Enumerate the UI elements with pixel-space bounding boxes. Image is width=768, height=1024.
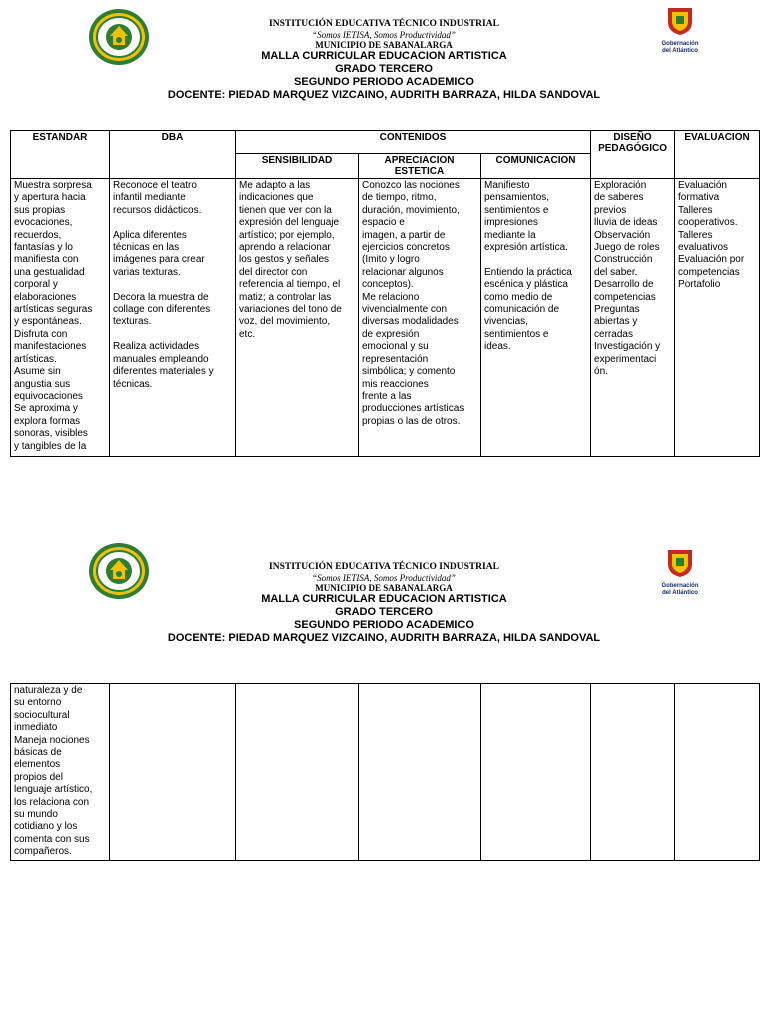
header-contenidos: CONTENIDOS (236, 131, 591, 154)
grade: GRADO TERCERO (335, 606, 433, 618)
header-estandar: ESTANDAR (11, 131, 110, 179)
curriculum-table-page-2 (10, 683, 760, 861)
cell-evaluacion (675, 684, 760, 861)
cell-apreciacion-estetica (359, 684, 481, 861)
cell-apreciacion-estetica: Conozco las nociones de tiempo, ritmo, duración, movimiento, espacio e imagen, a partir de ejercicios concretos (Imito y logro relacionar algunos conceptos). Me relaciono vivencialmente con diversas modalidades de expresión emocional y su representación simbólica; y comento mis reacciones frente a las producciones artísticas propias o las de otros. (359, 179, 481, 457)
gobernacion-text: Gobernación del Atlántico (661, 583, 699, 596)
document-title: MALLA CURRICULAR EDUCACION ARTISTICA (261, 50, 507, 62)
page-header (0, 19, 768, 102)
header-sensibilidad: SENSIBILIDAD (236, 154, 359, 179)
motto: “Somos IETISA, Somos Productividad” (312, 30, 456, 40)
grade: GRADO TERCERO (335, 63, 433, 75)
cell-dba: Reconoce el teatro infantil mediante recursos didácticos. Aplica diferentes técnicas en las imágenes para crear varias texturas. Decora la muestra de collage con diferentes texturas. Realiza actividades manuales empleando diferentes materiales y técnicas. (110, 179, 236, 457)
teachers: DOCENTE: PIEDAD MARQUEZ VIZCAINO, AUDRITH BARRAZA, HILDA SANDOVAL (167, 632, 601, 644)
header-dba: DBA (110, 131, 236, 179)
cell-estandar: naturaleza y de su entorno sociocultural inmediato Maneja nociones básicas de elementos propios del lenguaje artístico, los relaciona con su mundo cotidiano y los comenta con sus compañeros. (11, 684, 110, 861)
teachers: DOCENTE: PIEDAD MARQUEZ VIZCAINO, AUDRITH BARRAZA, HILDA SANDOVAL (167, 89, 601, 101)
institution-name: INSTITUCIÓN EDUCATIVA TÉCNICO INDUSTRIAL (269, 562, 499, 572)
header-apreciacion-estetica: APRECIACION ESTETICA (359, 154, 481, 179)
cell-dba (110, 684, 236, 861)
period: SEGUNDO PERIODO ACADEMICO (294, 619, 474, 631)
header-evaluacion: EVALUACION (675, 131, 760, 179)
cell-comunicacion: Manifiesto pensamientos, sentimientos e impresiones mediante la expresión artística. Entiendo la práctica escénica y plástica como medio de comunicación de vivencias, sentimientos e ideas. (481, 179, 591, 457)
page-header (0, 562, 768, 645)
cell-estandar: Muestra sorpresa y apertura hacia sus propias evocaciones, recuerdos, fantasías y lo manifiesta con una gestualidad corporal y elaboraciones artísticas seguras y espontáneas. Disfruta con manifestaciones artísticas. Asume sin angustia sus equivocaciones Se aproxima y explora formas sonoras, visibles y tangibles de la (11, 179, 110, 457)
cell-diseno-pedagogico (591, 684, 675, 861)
header-comunicacion: COMUNICACION (481, 154, 591, 179)
motto: “Somos IETISA, Somos Productividad” (312, 573, 456, 583)
municipality: MUNICIPIO DE SABANALARGA (315, 583, 453, 593)
period: SEGUNDO PERIODO ACADEMICO (294, 76, 474, 88)
institution-name: INSTITUCIÓN EDUCATIVA TÉCNICO INDUSTRIAL (269, 19, 499, 29)
cell-comunicacion (481, 684, 591, 861)
header-diseno-pedagogico: DISEÑO PEDAGÓGICO (591, 131, 675, 179)
cell-sensibilidad: Me adapto a las indicaciones que tienen que ver con la expresión del lenguaje artístico; por ejemplo, aprendo a relacionar los gestos y señales del director con referencia al tiempo, el matiz; a controlar las variaciones del tono de voz, del movimiento, etc. (236, 179, 359, 457)
cell-diseno-pedagogico: Exploración de saberes previos lluvia de ideas Observación Juego de roles Construcción del saber. Desarrollo de competencias Preguntas abiertas y cerradas Investigación y experimentaci ón. (591, 179, 675, 457)
cell-sensibilidad (236, 684, 359, 861)
cell-evaluacion: Evaluación formativa Talleres cooperativos. Talleres evaluativos Evaluación por competencias Portafolio (675, 179, 760, 457)
curriculum-table-page-1 (10, 130, 760, 457)
document-title: MALLA CURRICULAR EDUCACION ARTISTICA (261, 593, 507, 605)
municipality: MUNICIPIO DE SABANALARGA (315, 40, 453, 50)
gobernacion-text: Gobernación del Atlántico (661, 41, 699, 54)
